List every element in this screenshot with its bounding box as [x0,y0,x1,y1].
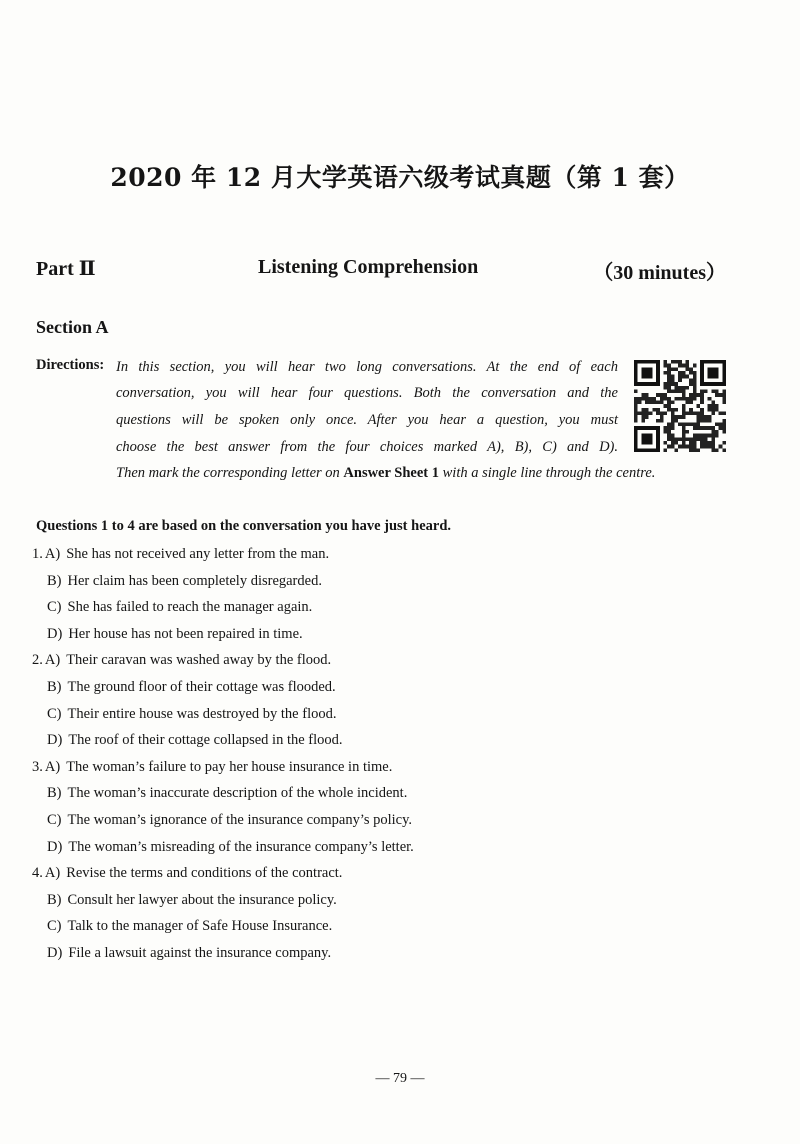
directions-line [116,465,655,482]
question-number: 3. [32,758,43,775]
question-number: 2. [32,652,43,669]
answer-option [47,573,322,590]
option-text: Her house has not been repaired in time. [68,625,303,642]
answer-option [32,759,392,776]
part-header [36,256,726,286]
option-letter: D) [47,945,63,961]
option-letter: B) [47,785,62,802]
option-text: The ground floor of their cottage was flooded. [67,679,336,695]
option-letter: D) [47,732,63,749]
option-letter: A) [44,865,61,882]
answer-option [47,626,303,643]
option-letter: B) [47,572,62,589]
option-letter: A) [44,546,61,562]
option-letter: C) [47,599,62,616]
answer-option [47,812,412,829]
part-label: Part Ⅱ [36,258,96,280]
answer-option [47,679,336,696]
page-title: 2020 年 12 月大学英语六级考试真题（第 1 套） [110,163,690,192]
option-text: Revise the terms and conditions of the contract. [66,865,343,882]
option-text: The woman’s inaccurate description of the whole incident. [67,785,408,802]
option-text: The woman’s failure to pay her house insurance in time. [66,758,393,775]
option-letter: D) [47,625,63,642]
answer-option [32,546,329,563]
option-text: Their entire house was destroyed by the flood. [67,705,337,722]
page-number: — 79 — [375,1071,425,1086]
directions-label: Directions: [36,357,105,373]
option-letter: C) [47,705,62,722]
option-text: Her claim has been completely disregarded. [67,572,322,589]
option-letter: C) [47,812,62,828]
part-time: （30 minutes） [593,262,726,284]
option-text: Their caravan was washed away by the flood. [66,652,332,669]
option-text: The roof of their cottage collapsed in the flood. [68,732,343,749]
directions-line: In this section, you will hear two long conversations. At the end of each [116,359,618,375]
part-name: Listening Comprehension [258,256,479,278]
question-number: 1. [32,546,43,562]
option-letter: C) [47,918,62,935]
answer-option [47,599,312,616]
option-text: She has not received any letter from the man. [66,546,330,562]
directions-text: with a single line through the centre. [439,465,656,481]
answer-sheet-label: Answer Sheet 1 [343,465,439,481]
option-text: File a lawsuit against the insurance company. [68,945,332,961]
questions-header: Questions 1 to 4 are based on the conversation you have just heard. [36,518,452,534]
option-text: Consult her lawyer about the insurance policy. [67,891,337,908]
answer-option [47,892,337,909]
answer-option [32,865,342,882]
section-title: Section A [36,317,109,337]
answer-option [47,732,343,749]
directions-line: questions will be spoken only once. After you hear a question, you must [116,412,618,428]
option-letter: B) [47,679,62,695]
option-text: Talk to the manager of Safe House Insurance. [67,918,333,935]
option-letter: A) [44,758,61,775]
answer-option [47,706,336,723]
option-letter: D) [47,838,63,855]
directions-line: conversation, you will hear four questions. Both the conversation and the [116,385,618,401]
answer-option [47,839,414,856]
qr-code-icon[interactable] [634,360,726,452]
option-text: She has failed to reach the manager again. [67,599,313,616]
answer-option [47,945,331,962]
option-letter: A) [44,652,61,669]
question-number: 4. [32,865,43,882]
directions-text: Then mark the corresponding letter on [116,465,344,481]
answer-option [32,652,331,669]
option-letter: B) [47,891,62,908]
answer-option [47,785,407,802]
option-text: The woman’s ignorance of the insurance company’s policy. [67,812,413,828]
option-text: The woman’s misreading of the insurance company’s letter. [68,838,414,855]
answer-option [47,918,332,935]
directions-line: choose the best answer from the four choices marked A), B), C) and D). [116,439,618,455]
